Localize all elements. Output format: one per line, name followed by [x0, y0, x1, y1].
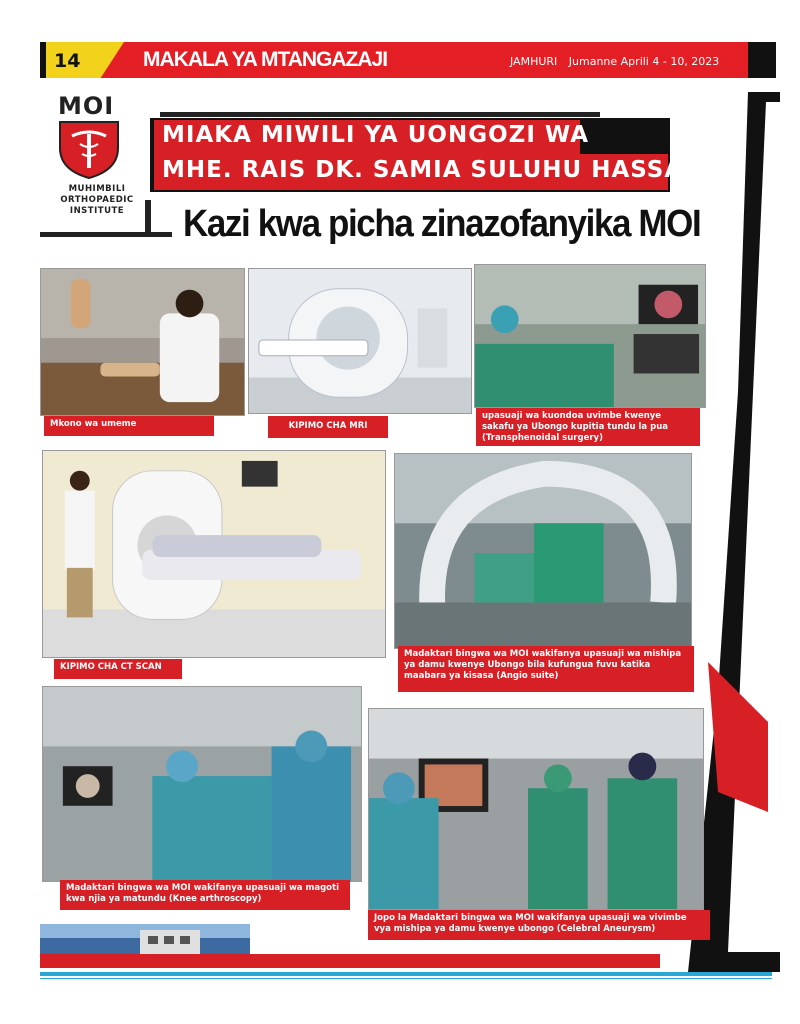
photo-caption: Madaktari bingwa wa MOI wakifanya upasuaji wa mishipa ya damu kwenye Ubongo bila kufungua fuvu katika maabara ya kisasa (Angio suite) — [398, 646, 694, 692]
shield-icon — [58, 120, 120, 180]
photo-caption: KIPIMO CHA MRI — [268, 416, 388, 438]
photo-caption: Mkono wa umeme — [44, 416, 214, 436]
section-title: MAKALA YA MTANGAZAJI — [143, 48, 388, 71]
photo-knee-arthroscopy — [42, 686, 362, 882]
main-title: Kazi kwa picha zinazofanyika MOI — [183, 203, 701, 245]
publication-name: JAMHURI — [510, 55, 558, 68]
photo-transphenoidal-surgery — [474, 264, 706, 408]
page-number: 14 — [54, 50, 81, 72]
logo-acronym: MOI — [58, 92, 115, 120]
publication-info — [510, 55, 727, 68]
photo-caption: Jopo la Madaktari bingwa wa MOI wakifanya upasuaji wa vivimbe vya mishipa ya damu kwenye ubongo (Celebral Aneurysm) — [368, 910, 710, 940]
logo-line-3: INSTITUTE — [69, 206, 125, 216]
photo-ct-scan — [42, 450, 386, 658]
photo-caption: Madaktari bingwa wa MOI wakifanya upasuaji wa magoti kwa njia ya matundu (Knee arthroscopy) — [60, 880, 350, 910]
photo-caption: upasuaji wa kuondoa uvimbe kwenye sakafu ya Ubongo kupitia tundu la pua (Transphenoidal surgery) — [476, 408, 700, 446]
logo-line-1: MUHIMBILI — [68, 184, 126, 194]
photo-cerebral-aneurysm-surgery — [368, 708, 704, 910]
title-rule-vertical — [145, 200, 151, 236]
moi-logo — [50, 92, 140, 226]
top-rule — [160, 112, 600, 117]
photo-angio-suite — [394, 453, 692, 649]
footer-cyan-rule-thin — [40, 978, 772, 979]
footer-cyan-rule — [40, 972, 772, 976]
title-rule-left — [40, 232, 172, 237]
footer-red-band — [40, 954, 660, 968]
photo-mri-scanner — [248, 268, 472, 414]
publication-date: Jumanne Aprili 4 - 10, 2023 — [568, 55, 720, 68]
logo-text — [50, 184, 144, 217]
headline-line-1: MIAKA MIWILI YA UONGOZI WA — [162, 122, 590, 148]
headline-line-2: MHE. RAIS DK. SAMIA SULUHU HASSAN — [162, 157, 704, 183]
photo-caption: KIPIMO CHA CT SCAN — [54, 659, 182, 679]
photo-prosthetic-hand — [40, 268, 245, 416]
logo-line-2: ORTHOPAEDIC — [60, 195, 134, 205]
